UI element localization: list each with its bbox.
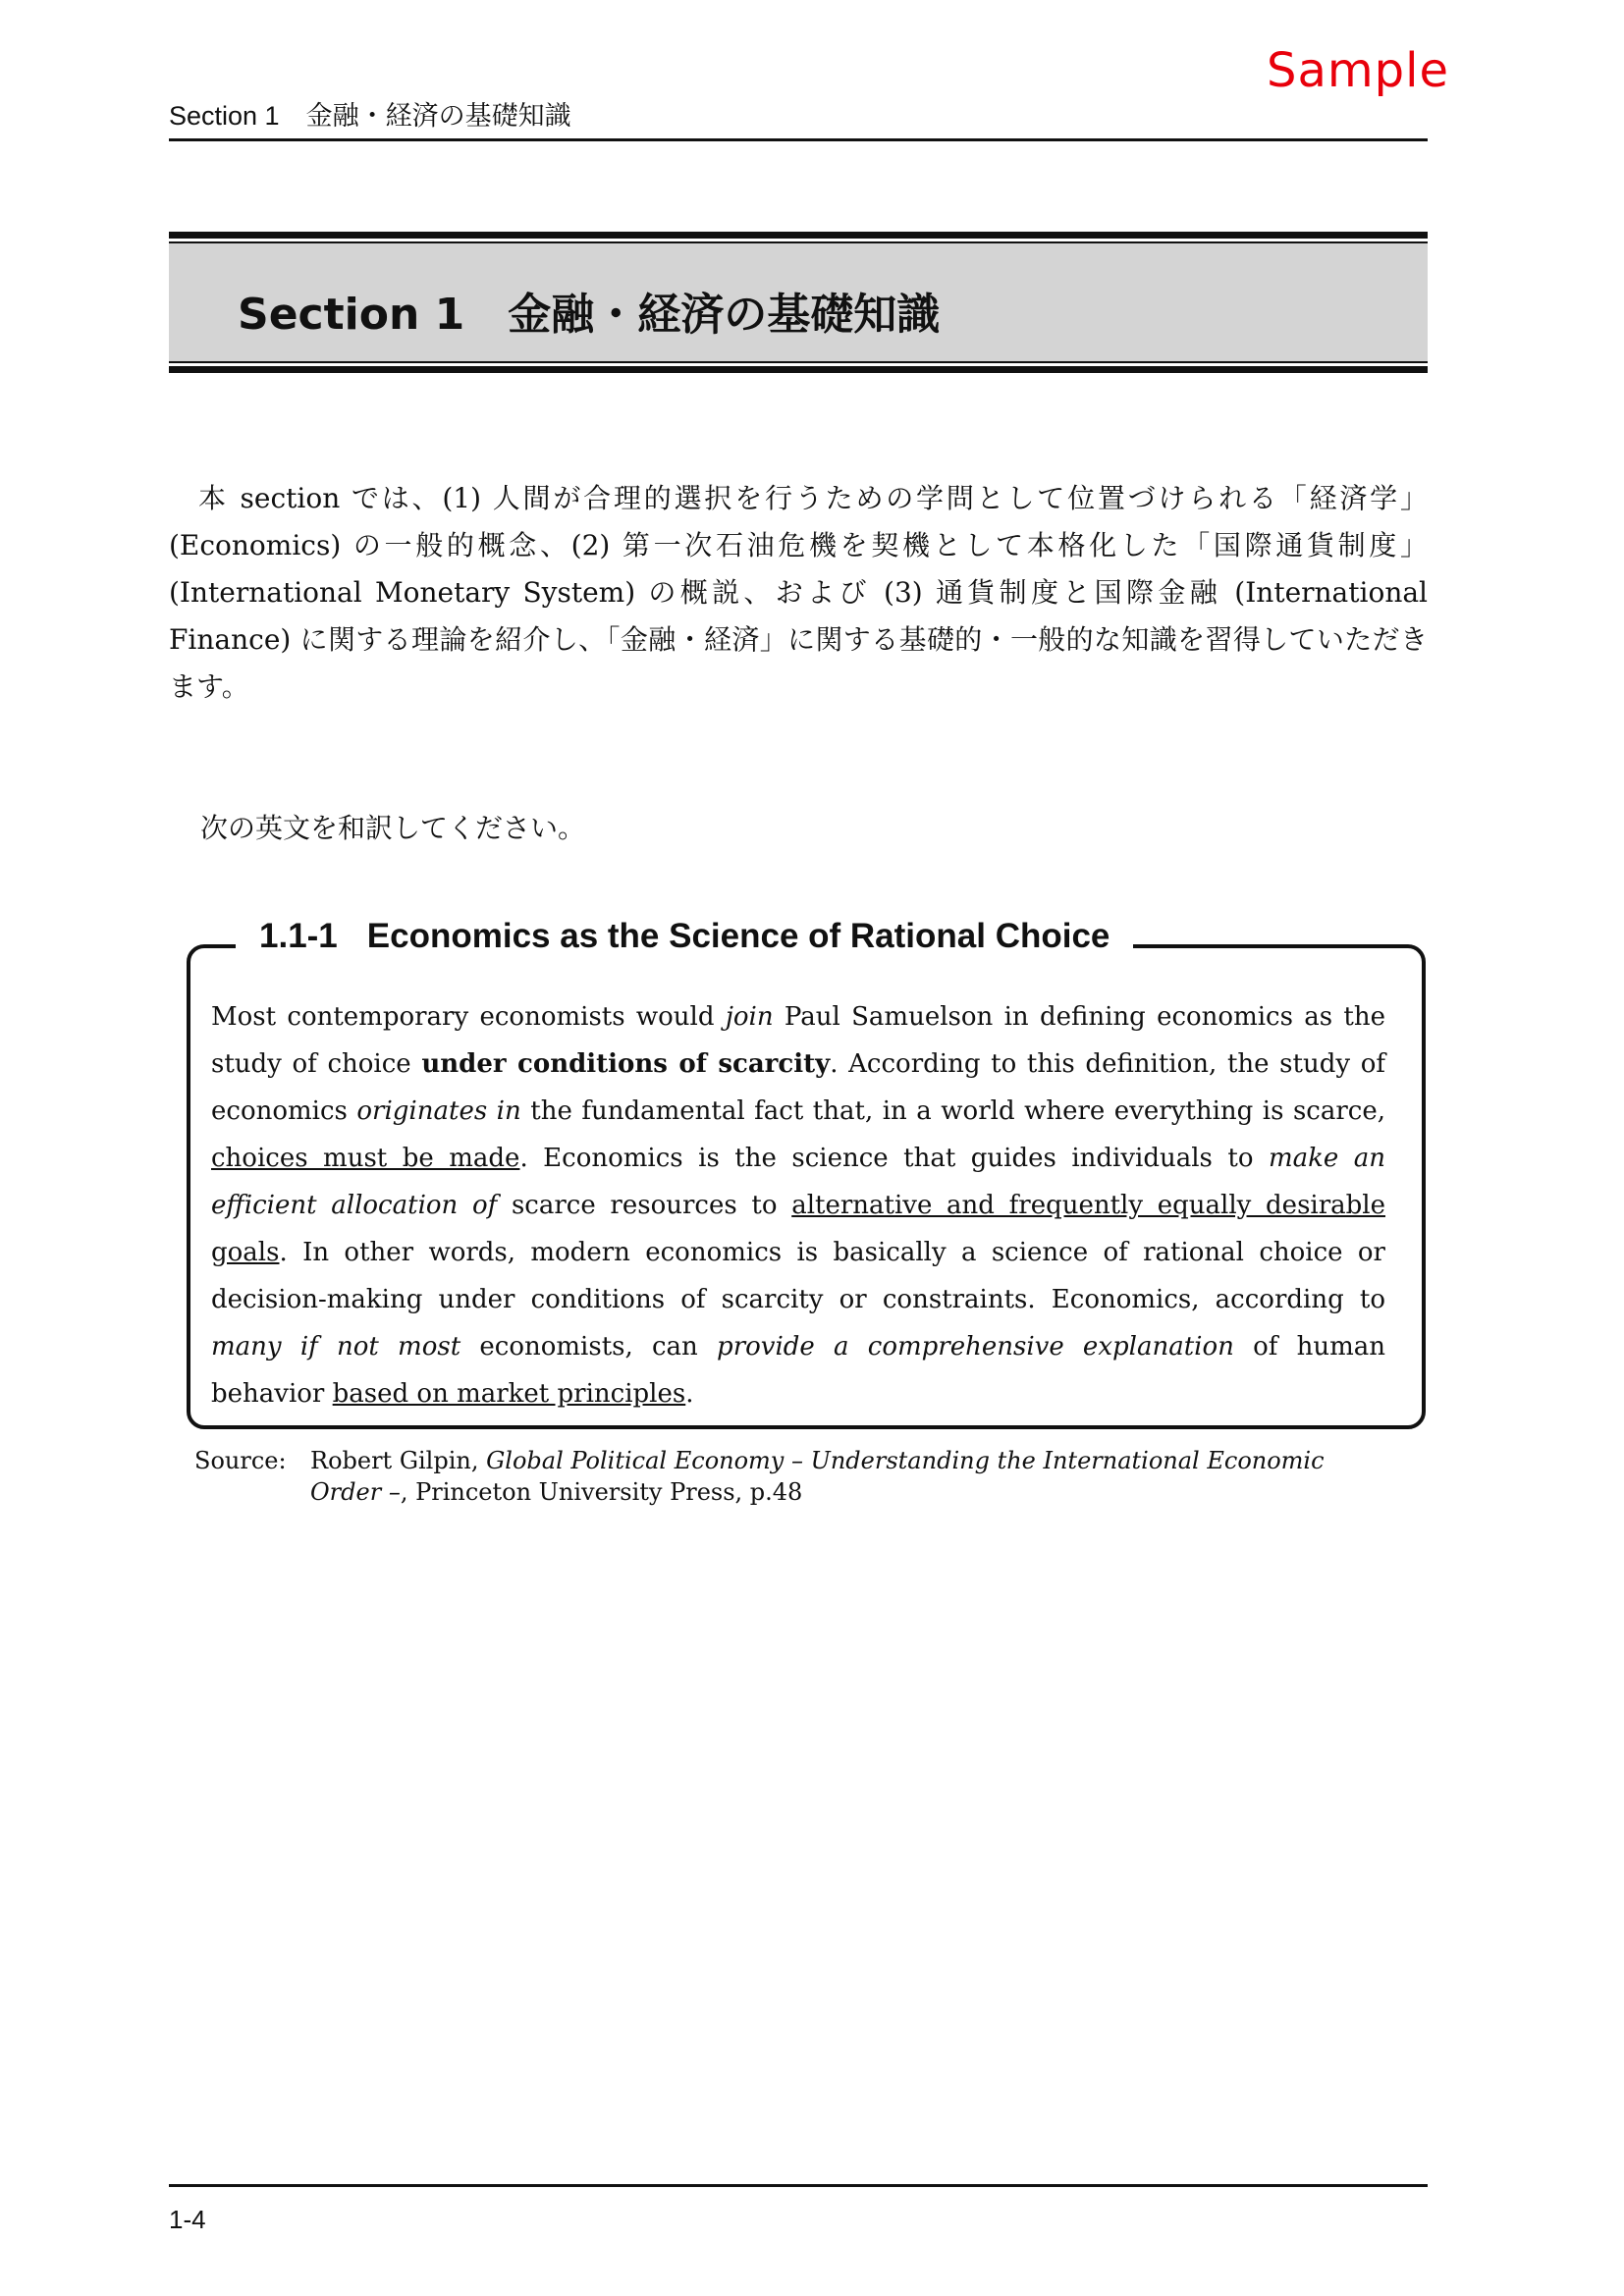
passage-segment: . [685, 1379, 694, 1409]
source-author: Robert Gilpin, [310, 1447, 487, 1474]
passage-segment: Most contemporary economists would [211, 1002, 726, 1032]
passage-segment: provide a comprehensive explanation [717, 1332, 1234, 1362]
section-title-text: 金融・経済の基礎知識 [508, 290, 941, 340]
passage-segment: scarce resources to [497, 1191, 792, 1220]
title-band-top-thick-rule [169, 232, 1428, 239]
passage-segment: the fundamental fact that, in a world where everything is scarce, [520, 1096, 1386, 1126]
header-rule [169, 138, 1428, 141]
passage-segment: make an efficient allocation of [211, 1144, 1385, 1220]
passage-title: Economics as the Science of Rational Choice [366, 917, 1110, 955]
running-header: Section 1 金融・経済の基礎知識 [169, 101, 571, 131]
passage-segment: alternative and frequently equally desirable goals [211, 1191, 1385, 1267]
source-label: Source: [194, 1447, 287, 1474]
passage-number: 1.1-1 [259, 917, 338, 955]
passage-segment: choices must be made [211, 1144, 520, 1173]
source-book-title: Global Political Economy – Understanding the International Economic Order – [310, 1447, 1325, 1506]
source-text [310, 1445, 1371, 1508]
title-band-bottom-thin-rule [169, 361, 1428, 363]
section-title-band [169, 232, 1428, 375]
passage-segment: originates in [356, 1096, 521, 1126]
source-publisher: , Princeton University Press, p.48 [400, 1478, 803, 1506]
passage-heading [236, 917, 1133, 956]
passage-segment: under conditions of scarcity [421, 1049, 831, 1079]
intro-paragraph: 本 section では、(1) 人間が合理的選択を行うための学問として位置づけられる「経済学」(Economics) の一般的概念、(2) 第一次石油危機を契機として本格化した「国際通貨制度」(International Monetary System) の概説、および (3) 通貨制度と国際金融 (International Finance) に関する理論を紹介し、「金融・経済」に関する基礎的・一般的な知識を習得していただきます。 [169, 482, 1428, 703]
passage-segment: based on market principles [332, 1379, 686, 1409]
title-band-bottom-thick-rule [169, 366, 1428, 373]
passage-segment: of human behavior [211, 1332, 1385, 1409]
passage-text [211, 993, 1385, 1417]
passage-segment: . In other words, modern economics is basically a science of rational choice or decision-making under conditions of scarcity or constraints. Economics, according to [211, 1238, 1385, 1314]
section-number: Section 1 [238, 290, 465, 340]
passage-segment: economists, can [460, 1332, 718, 1362]
passage-segment: . Economics is the science that guides individuals to [519, 1144, 1269, 1173]
passage-segment: join [725, 1002, 774, 1032]
passage-segment: Paul Samuelson in defining economics as the study of choice [211, 1002, 1386, 1079]
passage-segment: many if not most [211, 1332, 461, 1362]
footer-rule [169, 2184, 1428, 2187]
page-number: 1-4 [169, 2205, 206, 2234]
section-title [238, 279, 940, 342]
instruction-text: 次の英文を和訳してください。 [200, 812, 586, 844]
passage-segment: . According to this definition, the study of economics [211, 1049, 1385, 1126]
sample-watermark: Sample [1267, 43, 1449, 98]
